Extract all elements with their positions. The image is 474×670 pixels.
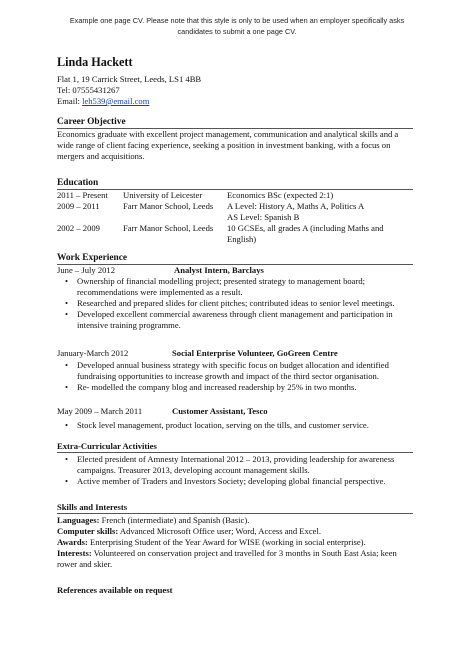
bullet-line: • Re- modelled the company blog and increased readership by 25% in two months. xyxy=(77,382,357,392)
bullet-line: • Developed annual business strategy with specific focus on budget allocation and identified xyxy=(77,360,389,370)
job-title: Analyst Intern, Barclays xyxy=(174,265,264,275)
references-note: References available on request xyxy=(57,585,173,595)
education-qualification: 10 GCSEs, all grades A (including Maths and xyxy=(227,223,384,233)
education-qualification: Economics BSc (expected 2:1) xyxy=(227,190,334,200)
extra-curricular-heading: Extra-Curricular Activities xyxy=(57,441,157,451)
skills-block xyxy=(57,515,413,570)
education-qualification: AS Level: Spanish B xyxy=(227,212,300,222)
list-item xyxy=(57,298,413,309)
job-bullets xyxy=(57,420,413,431)
note-line-1: Example one page CV. Please note that this style is only to be used when an employer specifically asks xyxy=(69,16,405,25)
education-school: Farr Manor School, Leeds xyxy=(123,201,214,211)
job-dates: June – July 2012 xyxy=(57,265,116,275)
bullet-line: • Ownership of financial modelling project; presented strategy to management board; xyxy=(77,276,366,286)
languages-line xyxy=(57,515,413,526)
education-qualification: A Level: History A, Maths A, Politics A xyxy=(227,201,365,211)
computer-skills-value: Advanced Microsoft Office user; Word, Access and Excel. xyxy=(118,526,321,536)
bullet-line: • Researched and prepared slides for client pitches; contributed ideas to senior level meetings. xyxy=(77,298,395,308)
job-entry xyxy=(57,348,413,359)
interests-line-continued: rower and skier. xyxy=(57,559,113,569)
bullet-line: fundraising opportunities to increase growth and impact of the third sector organisation. xyxy=(77,371,379,381)
job-title: Social Enterprise Volunteer, GoGreen Centre xyxy=(172,348,338,358)
bullet-line: • Elected president of Amnesty International 2012 – 2013, providing leadership for awareness xyxy=(77,454,395,464)
education-school: Farr Manor School, Leeds xyxy=(123,223,214,233)
section-divider xyxy=(57,513,413,514)
job-dates: May 2009 – March 2011 xyxy=(57,406,143,416)
objective-line: Economics graduate with excellent project management, communication and analytical skills and a xyxy=(57,129,399,139)
list-item xyxy=(57,360,413,382)
bullet-line: campaigns. Treasurer 2013, developing account management skills. xyxy=(77,465,310,475)
job-bullets xyxy=(57,360,413,393)
job-dates: January-March 2012 xyxy=(57,348,129,358)
email-label: Email: xyxy=(57,96,83,106)
education-dates: 2009 – 2011 xyxy=(57,201,100,211)
education-school: University of Leicester xyxy=(123,190,203,200)
languages-label: Languages: xyxy=(57,515,100,525)
note-line-2: candidates to submit a one page CV. xyxy=(177,27,297,36)
objective-line: mergers and acquisitions. xyxy=(57,151,145,161)
bullet-line: recommendations were implemented as a result. xyxy=(77,287,243,297)
education-qualification: English) xyxy=(227,234,257,244)
education-dates: 2002 – 2009 xyxy=(57,223,100,233)
list-item xyxy=(57,276,413,298)
awards-line xyxy=(57,537,413,548)
telephone: Tel: 07555431267 xyxy=(57,85,120,95)
bullet-line: intensive training programme. xyxy=(77,320,181,330)
bullet-line: • Active member of Traders and Investors Society; developing global financial perspective. xyxy=(77,476,386,486)
career-objective-heading: Career Objective xyxy=(57,117,126,127)
job-entry xyxy=(57,265,413,276)
education-heading: Education xyxy=(57,178,99,188)
email-line xyxy=(57,96,149,107)
languages-value: French (intermediate) and Spanish (Basic). xyxy=(99,515,250,525)
list-item xyxy=(57,454,413,476)
job-title: Customer Assistant, Tesco xyxy=(172,406,268,416)
bullet-line: • Stock level management, product location, serving on the tills, and customer service. xyxy=(77,420,369,430)
list-item xyxy=(57,382,413,393)
list-item xyxy=(57,476,413,487)
education-dates: 2011 – Present xyxy=(57,190,108,200)
computer-skills-label: Computer skills: xyxy=(57,526,119,536)
interests-value: Volunteered on conservation project and travelled for 3 months in South East Asia; keen xyxy=(91,548,397,558)
extra-curricular-bullets xyxy=(57,454,413,487)
skills-heading: Skills and Interests xyxy=(57,502,128,512)
address: Flat 1, 19 Carrick Street, Leeds, LS1 4BB xyxy=(57,74,202,84)
interests-label: Interests: xyxy=(57,548,92,558)
job-entry xyxy=(57,406,413,417)
objective-line: wide range of client facing experience, seeking a position in investment banking, with a focus on xyxy=(57,140,391,150)
awards-value: Enterprising Student of the Year Award for WISE (working in social enterprise). xyxy=(87,537,366,547)
one-page-cv-note xyxy=(0,15,474,37)
computer-skills-line xyxy=(57,526,413,537)
candidate-name: Linda Hackett xyxy=(57,55,133,69)
interests-line xyxy=(57,548,413,559)
email-link[interactable]: leh539@email.com xyxy=(82,96,150,106)
work-experience-heading: Work Experience xyxy=(57,253,128,263)
section-divider xyxy=(57,452,413,453)
career-objective-text xyxy=(57,129,413,162)
list-item xyxy=(57,309,413,331)
list-item xyxy=(57,420,413,431)
job-bullets xyxy=(57,276,413,331)
bullet-line: • Developed excellent commercial awareness through client management and participation in xyxy=(77,309,393,319)
awards-label: Awards: xyxy=(57,537,88,547)
